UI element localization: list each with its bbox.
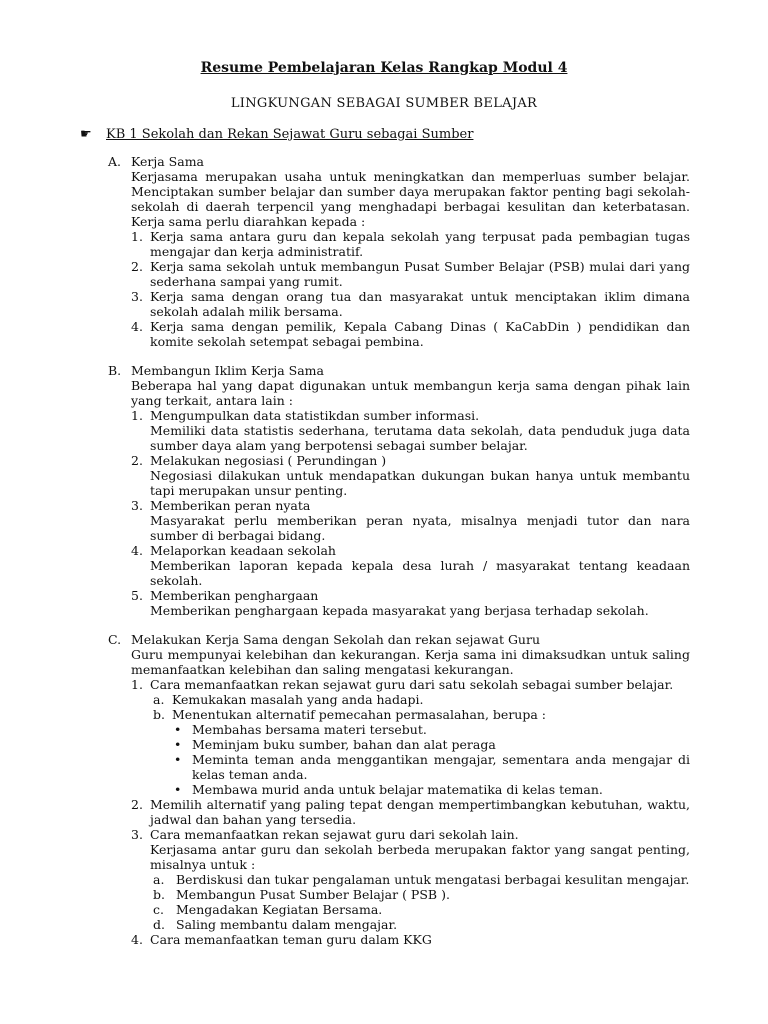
list-item <box>131 453 690 498</box>
section-b <box>108 363 690 618</box>
section-letter: C. <box>108 632 122 647</box>
bullet-item <box>150 782 690 797</box>
bullet-item <box>150 752 690 782</box>
list-number: 1. <box>131 408 143 423</box>
section-a <box>108 154 690 349</box>
list-text: Memiliki data statistis sederhana, terutama data sekolah, data penduduk juga data sumber daya alam yang berpotensi sebagai sumber belajar. <box>150 423 690 453</box>
sub-list-letter: b. <box>153 887 165 902</box>
list-number: 4. <box>131 932 143 947</box>
bullet-item <box>150 737 690 752</box>
list-text: Cara memanfaatkan teman guru dalam KKG <box>150 932 432 947</box>
bullet-text: Membahas bersama materi tersebut. <box>192 722 427 737</box>
document-subtitle: LINGKUNGAN SEBAGAI SUMBER BELAJAR <box>230 96 538 111</box>
sub-list-text: Mengadakan Kegiatan Bersama. <box>176 902 383 917</box>
list-item <box>131 259 690 289</box>
list-number: 1. <box>131 229 143 244</box>
bullet-icon: • <box>174 737 182 752</box>
numbered-list <box>131 408 690 618</box>
list-item <box>131 543 690 588</box>
list-item <box>131 797 690 827</box>
sub-list-text: Berdiskusi dan tukar pengalaman untuk mengatasi berbagai kesulitan mengajar. <box>176 872 690 887</box>
list-number: 4. <box>131 319 143 334</box>
document-title: Resume Pembelajaran Kelas Rangkap Modul 4 <box>200 60 568 76</box>
list-item <box>131 677 690 797</box>
bullet-icon: • <box>174 722 182 737</box>
list-item <box>131 588 690 618</box>
list-number: 1. <box>131 677 143 692</box>
sub-list-text: Kemukakan masalah yang anda hadapi. <box>172 692 424 707</box>
bullet-text: Membawa murid anda untuk belajar matematika di kelas teman. <box>192 782 603 797</box>
bullet-item <box>150 722 690 737</box>
bullet-icon: • <box>174 782 182 797</box>
list-item <box>131 932 690 947</box>
list-text: Memilih alternatif yang paling tepat dengan mempertimbangkan kebutuhan, waktu, jadwal dan bahan yang tersedia. <box>150 797 690 827</box>
bullet-text: Meminjam buku sumber, bahan dan alat peraga <box>192 737 496 752</box>
list-item <box>131 319 690 349</box>
sub-list-item <box>150 872 690 887</box>
list-number: 2. <box>131 453 143 468</box>
list-text: Negosiasi dilakukan untuk mendapatkan dukungan bukan hanya untuk membantu tapi merupakan unsur penting. <box>150 468 690 498</box>
list-item <box>131 827 690 932</box>
list-title: Melakukan negosiasi ( Perundingan ) <box>150 453 387 468</box>
sub-list-item <box>150 917 690 932</box>
sub-list-letter: a. <box>153 692 165 707</box>
section-letter: B. <box>108 363 122 378</box>
sub-list-item <box>150 902 690 917</box>
section-heading: Kerja Sama <box>131 154 204 169</box>
pointing-hand-icon: ☛ <box>80 127 92 142</box>
list-title: Melaporkan keadaan sekolah <box>150 543 336 558</box>
sub-list-text: Saling membantu dalam mengajar. <box>176 917 398 932</box>
list-title: Memberikan penghargaan <box>150 588 319 603</box>
list-number: 5. <box>131 588 143 603</box>
numbered-list <box>131 677 690 947</box>
list-text: Memberikan penghargaan kepada masyarakat yang berjasa terhadap sekolah. <box>150 603 649 618</box>
list-text: Cara memanfaatkan rekan sejawat guru dari sekolah lain. <box>150 827 519 842</box>
sub-list-item <box>150 707 690 722</box>
list-title: Memberikan peran nyata <box>150 498 311 513</box>
list-text: Kerja sama sekolah untuk membangun Pusat Sumber Belajar (PSB) mulai dari yang sederhana sampai yang rumit. <box>150 259 690 289</box>
list-number: 3. <box>131 289 143 304</box>
sub-list-letter: c. <box>153 902 164 917</box>
kb-heading-text: KB 1 Sekolah dan Rekan Sejawat Guru sebagai Sumber <box>106 127 474 142</box>
sub-list-item <box>150 692 690 707</box>
list-number: 3. <box>131 498 143 513</box>
section-paragraph: Beberapa hal yang dapat digunakan untuk membangun kerja sama dengan pihak lain yang terkait, antara lain : <box>131 378 690 408</box>
bullet-text: Meminta teman anda menggantikan mengajar, sementara anda mengajar di kelas teman anda. <box>192 752 690 782</box>
list-text: Masyarakat perlu memberikan peran nyata, misalnya menjadi tutor dan nara sumber di berbagai bidang. <box>150 513 690 543</box>
section-c <box>108 632 690 947</box>
list-item <box>131 498 690 543</box>
bullet-icon: • <box>174 752 182 767</box>
sub-list-letter: d. <box>153 917 165 932</box>
sub-list-letter: b. <box>153 707 165 722</box>
sub-list-letter: a. <box>153 872 165 887</box>
sub-list-text: Menentukan alternatif pemecahan permasalahan, berupa : <box>172 707 546 722</box>
list-text: Memberikan laporan kepada kepala desa lurah / masyarakat tentang keadaan sekolah. <box>150 558 690 588</box>
list-text: Kerja sama dengan pemilik, Kepala Cabang Dinas ( KaCabDin ) pendidikan dan komite sekolah setempat sebagai pembina. <box>150 319 690 349</box>
list-number: 4. <box>131 543 143 558</box>
section-heading: Melakukan Kerja Sama dengan Sekolah dan rekan sejawat Guru <box>131 632 541 647</box>
section-paragraph: Kerjasama merupakan usaha untuk meningkatkan dan memperluas sumber belajar. Menciptakan sumber belajar dan sumber daya merupakan faktor penting bagi sekolah-sekolah di daerah terpencil yang menghadapi berbagai kesulitan dan keterbatasan. Kerja sama perlu diarahkan kepada : <box>131 169 690 229</box>
document-body <box>108 154 690 961</box>
list-text: Cara memanfaatkan rekan sejawat guru dari satu sekolah sebagai sumber belajar. <box>150 677 674 692</box>
list-paragraph: Kerjasama antar guru dan sekolah berbeda merupakan faktor yang sangat penting, misalnya untuk : <box>150 842 690 872</box>
numbered-list <box>131 229 690 349</box>
list-text: Kerja sama antara guru dan kepala sekolah yang terpusat pada pembagian tugas mengajar dan kerja administratif. <box>150 229 690 259</box>
list-item <box>131 289 690 319</box>
list-number: 3. <box>131 827 143 842</box>
sub-list-item <box>150 887 690 902</box>
list-item <box>131 229 690 259</box>
kb-heading <box>80 127 473 142</box>
section-paragraph: Guru mempunyai kelebihan dan kekurangan. Kerja sama ini dimaksudkan untuk saling memanfaatkan kelebihan dan saling mengatasi kekurangan. <box>131 647 690 677</box>
list-text: Kerja sama dengan orang tua dan masyarakat untuk menciptakan iklim dimana sekolah adalah milik bersama. <box>150 289 690 319</box>
list-number: 2. <box>131 797 143 812</box>
list-item <box>131 408 690 453</box>
section-heading: Membangun Iklim Kerja Sama <box>131 363 324 378</box>
section-letter: A. <box>108 154 122 169</box>
list-title: Mengumpulkan data statistikdan sumber informasi. <box>150 408 480 423</box>
list-number: 2. <box>131 259 143 274</box>
sub-list-text: Membangun Pusat Sumber Belajar ( PSB ). <box>176 887 450 902</box>
